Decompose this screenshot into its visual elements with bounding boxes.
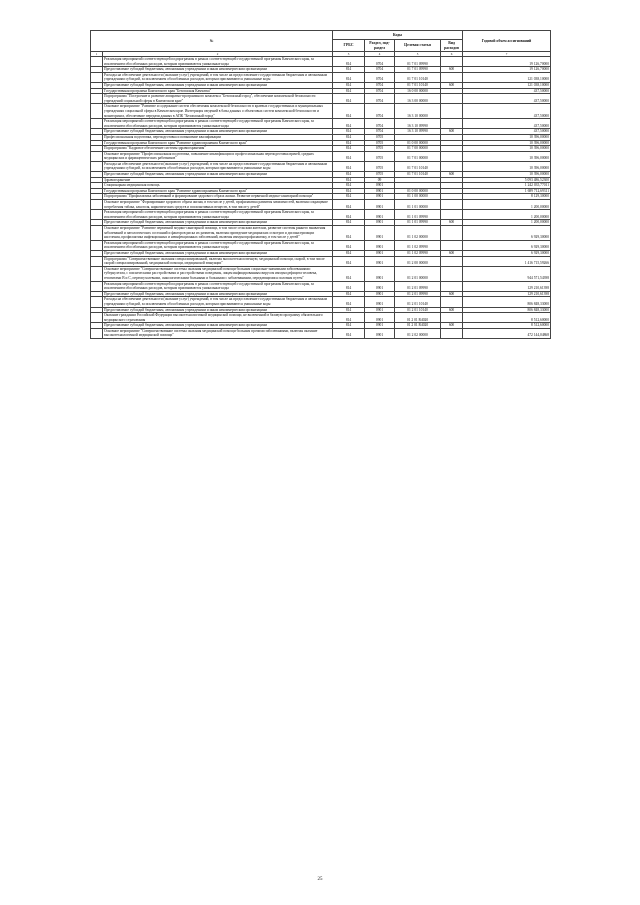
row-name-cell: Основное мероприятие "Совершенствование системы оказания медицинской помощи больным прочими заболеваниями, включая оказание высокотехнологичной медицинской помощи" <box>103 328 333 338</box>
row-amount-cell: 1 200,00000 <box>463 210 551 220</box>
row-razdel-cell: 0901 <box>365 328 395 338</box>
row-amount-cell: 437,50000 <box>463 129 551 135</box>
row-number-cell <box>91 266 103 281</box>
column-index: 3 <box>333 52 365 57</box>
row-name-cell: Государственная программа Камчатского края "Безопасная Камчатка" <box>103 88 333 94</box>
row-expense-type-cell <box>441 119 463 129</box>
page-number: 25 <box>317 877 323 882</box>
table-header <box>91 31 551 57</box>
column-index: 4 <box>365 52 395 57</box>
table-row <box>91 151 551 161</box>
row-target-article-cell: 01 2 01 R4020 <box>395 323 441 329</box>
row-target-article-cell: 01 7 01 09990 <box>395 67 441 73</box>
row-name-cell: Государственная программа Камчатского края "Развитие здравоохранения Камчатского края" <box>103 188 333 194</box>
row-razdel-cell: 0901 <box>365 250 395 256</box>
budget-table-sheet <box>90 30 550 339</box>
row-razdel-cell: 0704 <box>365 67 395 73</box>
row-expense-type-cell: 600 <box>441 220 463 226</box>
row-amount-cell: 129 210,61398 <box>463 281 551 291</box>
row-razdel-cell: 0705 <box>365 151 395 161</box>
row-grbs-cell: 814 <box>333 291 365 297</box>
row-number-cell <box>91 210 103 220</box>
row-name-cell: Реализация мероприятий соответствующей подпрограммы в рамках соответствующей государственной программы Камчатского края, за исключением обособленных расходов, которым присваиваются уникальные коды <box>103 119 333 129</box>
row-target-article-cell: 01 7 01 09990 <box>395 57 441 67</box>
row-number-cell <box>91 256 103 266</box>
row-grbs-cell: 814 <box>333 256 365 266</box>
row-target-article-cell: 01 1 02 09990 <box>395 240 441 250</box>
table-row <box>91 119 551 129</box>
row-expense-type-cell <box>441 281 463 291</box>
row-name-cell: Реализация мероприятий соответствующей подпрограммы в рамках соответствующей государственной программы Камчатского края, за исключением обособленных расходов, которым присваиваются уникальные коды <box>103 57 333 67</box>
row-amount-cell: 437,50000 <box>463 104 551 119</box>
row-grbs-cell: 814 <box>333 172 365 178</box>
row-expense-type-cell <box>441 256 463 266</box>
row-grbs-cell: 814 <box>333 297 365 307</box>
row-expense-type-cell: 600 <box>441 67 463 73</box>
row-amount-cell: 944 571,54398 <box>463 266 551 281</box>
row-target-article-cell: 16 3 00 00000 <box>395 94 441 104</box>
row-number-cell <box>91 104 103 119</box>
row-amount-cell: 806 848,33000 <box>463 297 551 307</box>
row-razdel-cell: 0704 <box>365 57 395 67</box>
row-amount-cell: 10 396,00000 <box>463 161 551 171</box>
row-name-cell: Расходы на обеспечение деятельности (оказание услуг) учреждений, в том числе на предоставление государственным бюджетным и автономным учреждениям субсидий, за исключением обособленных расходов, которым присваиваются уникальные коды <box>103 297 333 307</box>
row-name-cell: Государственная программа Камчатского края "Развитие здравоохранения Камчатского края" <box>103 140 333 146</box>
row-target-article-cell: 01 0 00 00000 <box>395 188 441 194</box>
row-expense-type-cell: 600 <box>441 307 463 313</box>
row-razdel-cell: 09 <box>365 177 395 183</box>
row-grbs-cell: 814 <box>333 328 365 338</box>
row-expense-type-cell: 600 <box>441 129 463 135</box>
row-name-cell: Основное мероприятие "Совершенствование системы оказания медицинской помощи больным социально-значимыми заболеваниями: туберкулезом, с психическими расстройствами и расстройствами поведения, лицам инфицированным вирусом иммунодефицита человека, гепатитами В и С, переопухолевыми, онкологическими больными и больными с заболеваниями, передающимися половым путем" <box>103 266 333 281</box>
row-grbs-cell: 814 <box>333 323 365 329</box>
row-grbs-cell: 814 <box>333 307 365 313</box>
row-expense-type-cell: 600 <box>441 291 463 297</box>
row-name-cell: Расходы на обеспечение деятельности (оказание услуг) учреждений, в том числе на предоставление государственным бюджетным и автономным учреждениям субсидий, за исключением обособленных расходов, которым присваиваются уникальные коды <box>103 161 333 171</box>
row-grbs-cell: 814 <box>333 177 365 183</box>
row-expense-type-cell <box>441 210 463 220</box>
row-number-cell <box>91 313 103 323</box>
row-number-cell <box>91 119 103 129</box>
table-row <box>91 226 551 241</box>
row-target-article-cell: 01 7 01 10140 <box>395 72 441 82</box>
row-grbs-cell: 814 <box>333 57 365 67</box>
row-target-article-cell: 01 1 01 09990 <box>395 210 441 220</box>
row-grbs-cell: 814 <box>333 266 365 281</box>
row-expense-type-cell <box>441 226 463 241</box>
row-amount-cell: 437,50000 <box>463 94 551 104</box>
row-target-article-cell: 01 7 01 00000 <box>395 151 441 161</box>
row-name-cell: Предоставление субсидий бюджетным, автономным учреждениям и иным некоммерческим организациям <box>103 323 333 329</box>
row-expense-type-cell <box>441 313 463 323</box>
row-number-cell <box>91 281 103 291</box>
row-number-cell <box>91 57 103 67</box>
table-row <box>91 104 551 119</box>
row-razdel-cell: 0704 <box>365 129 395 135</box>
row-grbs-cell: 814 <box>333 210 365 220</box>
row-target-article-cell: 16 0 00 00000 <box>395 88 441 94</box>
row-razdel-cell: 0705 <box>365 134 395 140</box>
row-name-cell: Основное мероприятие "Развитие и содержание систем обеспечения комплексной безопасности в краевых государственных и муниципальных учреждениях социальной сферы в Камчатском крае. Интеграция сведений в базы данных о объектовых систем комплексной безопасности и мониторинга, обеспечение передачи данных в АПК "Безопасный город" <box>103 104 333 119</box>
table-row <box>91 266 551 281</box>
header-number: № <box>91 31 333 52</box>
row-razdel-cell: 0901 <box>365 240 395 250</box>
table-row <box>91 297 551 307</box>
row-target-article-cell: 16 3 10 00000 <box>395 104 441 119</box>
row-razdel-cell: 0705 <box>365 161 395 171</box>
row-razdel-cell: 0705 <box>365 146 395 152</box>
row-grbs-cell: 814 <box>333 188 365 194</box>
row-name-cell: Предоставление субсидий бюджетным, автономным учреждениям и иным некоммерческим организациям <box>103 291 333 297</box>
row-grbs-cell: 814 <box>333 67 365 73</box>
row-grbs-cell: 814 <box>333 183 365 189</box>
row-amount-cell: 437,50000 <box>463 119 551 129</box>
row-razdel-cell: 0901 <box>365 256 395 266</box>
row-razdel-cell: 0704 <box>365 88 395 94</box>
header-target-article: Целевая статья <box>395 40 441 52</box>
table-row <box>91 281 551 291</box>
row-amount-cell: 8 512,60000 <box>463 323 551 329</box>
table-row <box>91 94 551 104</box>
row-expense-type-cell <box>441 266 463 281</box>
row-razdel-cell: 0901 <box>365 188 395 194</box>
row-razdel-cell: 0901 <box>365 266 395 281</box>
row-amount-cell: 1 416 715,59266 <box>463 256 551 266</box>
row-razdel-cell: 0704 <box>365 104 395 119</box>
header-expense-type: Вид расходов <box>441 40 463 52</box>
row-razdel-cell: 0901 <box>365 297 395 307</box>
table-body <box>91 57 551 339</box>
row-grbs-cell: 814 <box>333 94 365 104</box>
row-amount-cell: 5 093 486,52300 <box>463 177 551 183</box>
row-grbs-cell: 814 <box>333 220 365 226</box>
row-amount-cell: 19 126,70000 <box>463 67 551 73</box>
row-name-cell: Оказание гражданам Российской Федерации высокотехнологичной медицинской помощи, не включенной в базовую программу обязательного медицинского страхования <box>103 313 333 323</box>
row-target-article-cell: 01 7 00 00000 <box>395 146 441 152</box>
row-name-cell: Реализация мероприятий соответствующей подпрограммы в рамках соответствующей государственной программы Камчатского края, за исключением обособленных расходов, которым присваиваются уникальные коды <box>103 210 333 220</box>
row-grbs-cell: 814 <box>333 161 365 171</box>
row-razdel-cell: 0901 <box>365 281 395 291</box>
row-number-cell <box>91 200 103 210</box>
row-target-article-cell: 16 3 10 09990 <box>395 119 441 129</box>
row-expense-type-cell <box>441 57 463 67</box>
column-index: 2 <box>103 52 333 57</box>
row-number-cell <box>91 226 103 241</box>
row-name-cell: Предоставление субсидий бюджетным, автономным учреждениям и иным некоммерческим организациям <box>103 250 333 256</box>
row-razdel-cell: 0901 <box>365 291 395 297</box>
row-target-article-cell: 01 0 00 00000 <box>395 140 441 146</box>
row-name-cell: Профессиональная подготовка, переподготовка и повышение квалификации <box>103 134 333 140</box>
row-grbs-cell: 814 <box>333 104 365 119</box>
row-razdel-cell: 0901 <box>365 220 395 226</box>
row-amount-cell: 121 038,10000 <box>463 72 551 82</box>
row-amount-cell: 10 396,00000 <box>463 172 551 178</box>
row-grbs-cell: 814 <box>333 129 365 135</box>
column-index: 6 <box>441 52 463 57</box>
row-razdel-cell: 0704 <box>365 119 395 129</box>
row-razdel-cell: 0704 <box>365 82 395 88</box>
row-amount-cell: 806 848,33000 <box>463 307 551 313</box>
table-row <box>91 72 551 82</box>
row-grbs-cell: 814 <box>333 281 365 291</box>
row-razdel-cell: 0704 <box>365 72 395 82</box>
row-target-article-cell: 01 7 01 10140 <box>395 172 441 178</box>
row-name-cell: Расходы на обеспечение деятельности (оказание услуг) учреждений, в том числе на предоставление государственным бюджетным и автономным учреждениям субсидий, за исключением обособленных расходов, которым присваиваются уникальные коды <box>103 72 333 82</box>
row-amount-cell: 129 210,61398 <box>463 291 551 297</box>
row-name-cell: Подпрограмма "Профилактика заболеваний и формирование здорового образа жизни. Развитие первичной медико-санитарной помощи" <box>103 194 333 200</box>
row-razdel-cell: 0705 <box>365 172 395 178</box>
row-name-cell: Подпрограмма "Совершенствование оказания специализированной, включая высокотехнологичную, медицинской помощи, скорой, в том числе скорой специализированной, медицинской помощи, медицинской эвакуации" <box>103 256 333 266</box>
row-target-article-cell: 01 7 01 10140 <box>395 161 441 171</box>
row-amount-cell: 10 396,00000 <box>463 134 551 140</box>
row-razdel-cell: 0901 <box>365 323 395 329</box>
row-expense-type-cell <box>441 200 463 210</box>
row-number-cell <box>91 72 103 82</box>
row-name-cell: Подпрограмма "Кадровое обеспечение системы здравоохранения" <box>103 146 333 152</box>
row-amount-cell: 1 689 712,69311 <box>463 188 551 194</box>
table-row <box>91 256 551 266</box>
row-expense-type-cell <box>441 240 463 250</box>
row-amount-cell: 6 929,30000 <box>463 240 551 250</box>
column-index: 1 <box>91 52 103 57</box>
row-grbs-cell: 814 <box>333 82 365 88</box>
row-number-cell <box>91 328 103 338</box>
row-amount-cell: 6 929,30000 <box>463 226 551 241</box>
row-amount-cell: 121 038,10000 <box>463 82 551 88</box>
row-amount-cell: 1 242 035,77011 <box>463 183 551 189</box>
row-target-article-cell: 01 2 01 10140 <box>395 307 441 313</box>
row-amount-cell: 10 396,00000 <box>463 151 551 161</box>
row-target-article-cell: 01 1 02 09990 <box>395 250 441 256</box>
row-grbs-cell: 814 <box>333 151 365 161</box>
row-grbs-cell: 814 <box>333 200 365 210</box>
row-expense-type-cell: 600 <box>441 323 463 329</box>
row-expense-type-cell <box>441 161 463 171</box>
row-target-article-cell: 01 1 02 00000 <box>395 226 441 241</box>
row-grbs-cell: 814 <box>333 119 365 129</box>
row-name-cell: Предоставление субсидий бюджетным, автономным учреждениям и иным некоммерческим организациям <box>103 82 333 88</box>
row-grbs-cell: 814 <box>333 146 365 152</box>
row-target-article-cell: 01 2 01 R4020 <box>395 313 441 323</box>
row-target-article-cell: 01 2 00 00000 <box>395 256 441 266</box>
row-razdel-cell: 0901 <box>365 194 395 200</box>
row-razdel-cell: 0901 <box>365 307 395 313</box>
row-amount-cell: 6 929,30000 <box>463 250 551 256</box>
row-amount-cell: 10 396,00000 <box>463 140 551 146</box>
row-name-cell: Предоставление субсидий бюджетным, автономным учреждениям и иным некоммерческим организациям <box>103 307 333 313</box>
row-razdel-cell: 0901 <box>365 183 395 189</box>
row-name-cell: Основное мероприятие "Формирование здорового образа жизни, в том числе у детей, профилактика развития зависимостей, включая сокращение потребления табака, алкоголя, наркотических средств и психоактивных веществ, в том числе у детей" <box>103 200 333 210</box>
row-razdel-cell: 0901 <box>365 226 395 241</box>
row-target-article-cell: 16 3 10 09990 <box>395 129 441 135</box>
row-razdel-cell: 0901 <box>365 313 395 323</box>
row-number-cell <box>91 94 103 104</box>
row-name-cell: Стационарная медицинская помощь <box>103 183 333 189</box>
header-grbs: ГРБС <box>333 40 365 52</box>
row-razdel-cell: 0901 <box>365 200 395 210</box>
row-expense-type-cell <box>441 328 463 338</box>
row-razdel-cell: 0704 <box>365 94 395 104</box>
row-expense-type-cell <box>441 94 463 104</box>
row-name-cell: Предоставление субсидий бюджетным, автономным учреждениям и иным некоммерческим организациям <box>103 220 333 226</box>
row-target-article-cell: 01 2 02 00000 <box>395 328 441 338</box>
row-expense-type-cell: 600 <box>441 82 463 88</box>
row-name-cell: Основное мероприятие "Профессиональная подготовка, повышение квалификации и профессиональная переподготовка врачей, средних медицинских и фармацевтических работников" <box>103 151 333 161</box>
row-amount-cell: 8 512,60000 <box>463 313 551 323</box>
row-expense-type-cell: 600 <box>441 250 463 256</box>
row-grbs-cell: 814 <box>333 313 365 323</box>
row-amount-cell: 10 396,00000 <box>463 146 551 152</box>
row-grbs-cell: 814 <box>333 140 365 146</box>
row-name-cell: Предоставление субсидий бюджетным, автономным учреждениям и иным некоммерческим организациям <box>103 129 333 135</box>
row-name-cell: Основное мероприятие "Развитие первичной медико-санитарной помощи, в том числе сельским жителям, развитие системы раннего выявления заболеваний и патологических состояний и факторов риска их развития, включая проведение медицинских осмотров и диспансеризации населения, профилактика инфекционных и неинфекционных заболеваний, включая иммунопрофилактику, в том числе у детей" <box>103 226 333 241</box>
row-amount-cell: 437,50000 <box>463 88 551 94</box>
row-grbs-cell: 814 <box>333 134 365 140</box>
row-amount-cell: 1 200,00000 <box>463 220 551 226</box>
row-name-cell: Реализация мероприятий соответствующей подпрограммы в рамках соответствующей государственной программы Камчатского края, за исключением обособленных расходов, которым присваиваются уникальные коды <box>103 281 333 291</box>
row-number-cell <box>91 240 103 250</box>
row-grbs-cell: 814 <box>333 194 365 200</box>
row-number-cell <box>91 151 103 161</box>
table-row <box>91 57 551 67</box>
row-name-cell: Подпрограмма "Построение и развитие аппаратно-программного комплекса "Безопасный город", обеспечение комплексной безопасности учреждений социальной сферы в Камчатском крае" <box>103 94 333 104</box>
row-target-article-cell: 01 1 00 00000 <box>395 194 441 200</box>
row-grbs-cell: 814 <box>333 226 365 241</box>
row-expense-type-cell <box>441 104 463 119</box>
header-amount: Годовой объем ассигнований <box>463 31 551 52</box>
row-grbs-cell: 814 <box>333 72 365 82</box>
table-row <box>91 313 551 323</box>
table-row <box>91 200 551 210</box>
row-target-article-cell: 01 2 01 00000 <box>395 266 441 281</box>
row-target-article-cell: 01 2 01 09990 <box>395 291 441 297</box>
row-target-article-cell: 01 1 01 00000 <box>395 200 441 210</box>
row-razdel-cell: 0705 <box>365 140 395 146</box>
row-target-article-cell: 01 7 01 10140 <box>395 82 441 88</box>
row-amount-cell: 19 126,70000 <box>463 57 551 67</box>
row-number-cell <box>91 297 103 307</box>
column-index: 7 <box>463 52 551 57</box>
row-target-article-cell: 01 2 01 09990 <box>395 281 441 291</box>
row-amount-cell: 472 144,04868 <box>463 328 551 338</box>
row-grbs-cell: 814 <box>333 88 365 94</box>
row-name-cell: Реализация мероприятий соответствующей подпрограммы в рамках соответствующей государственной программы Камчатского края, за исключением обособленных расходов, которым присваиваются уникальные коды <box>103 240 333 250</box>
table-row <box>91 161 551 171</box>
row-amount-cell: 8 129,30000 <box>463 194 551 200</box>
row-expense-type-cell <box>441 297 463 307</box>
header-codes: Коды <box>333 31 463 40</box>
row-expense-type-cell <box>441 151 463 161</box>
row-target-article-cell: 01 1 01 09990 <box>395 220 441 226</box>
row-razdel-cell: 0901 <box>365 210 395 220</box>
budget-table <box>90 30 551 339</box>
row-amount-cell: 1 200,00000 <box>463 200 551 210</box>
row-name-cell: Предоставление субсидий бюджетным, автономным учреждениям и иным некоммерческим организациям <box>103 172 333 178</box>
row-target-article-cell: 01 2 01 10140 <box>395 297 441 307</box>
row-number-cell <box>91 161 103 171</box>
row-expense-type-cell <box>441 72 463 82</box>
row-name-cell: Предоставление субсидий бюджетным, автономным учреждениям и иным некоммерческим организациям <box>103 67 333 73</box>
column-index: 5 <box>395 52 441 57</box>
row-grbs-cell: 814 <box>333 250 365 256</box>
header-razdel: Раздел, под-раздел <box>365 40 395 52</box>
table-row <box>91 240 551 250</box>
table-row <box>91 328 551 338</box>
table-row <box>91 210 551 220</box>
row-grbs-cell: 814 <box>333 240 365 250</box>
row-name-cell: Здравоохранение <box>103 177 333 183</box>
row-expense-type-cell: 600 <box>441 172 463 178</box>
